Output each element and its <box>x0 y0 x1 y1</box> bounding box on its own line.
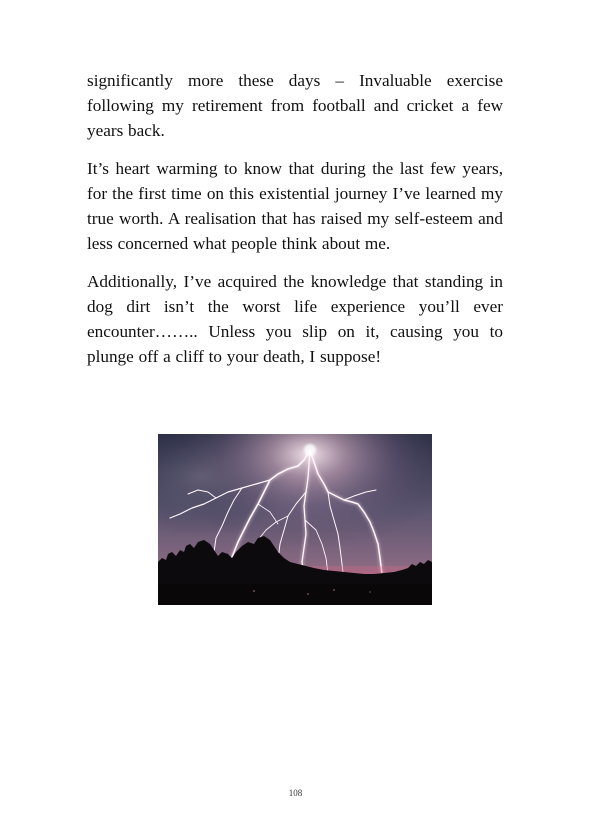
paragraph-3: Additionally, I’ve acquired the knowledge that standing in dog dirt isn’t the worst life experience you’ll ever encounter…….. Unless you slip on it, causing you to plunge off a cliff to your death, I suppose! <box>87 272 503 366</box>
page-number: 108 <box>288 788 303 798</box>
lightning-storm-image <box>158 434 432 605</box>
paragraph-2: It’s heart warming to know that during the last few years, for the first time on this existential journey I’ve learned my true worth. A realisation that has raised my self-esteem and less concerned what people think about me. <box>87 159 503 253</box>
lightning-photo <box>158 434 432 605</box>
body-text <box>87 68 503 382</box>
paragraph-1: significantly more these days – Invaluable exercise following my retirement from football and cricket a few years back. <box>87 71 503 140</box>
